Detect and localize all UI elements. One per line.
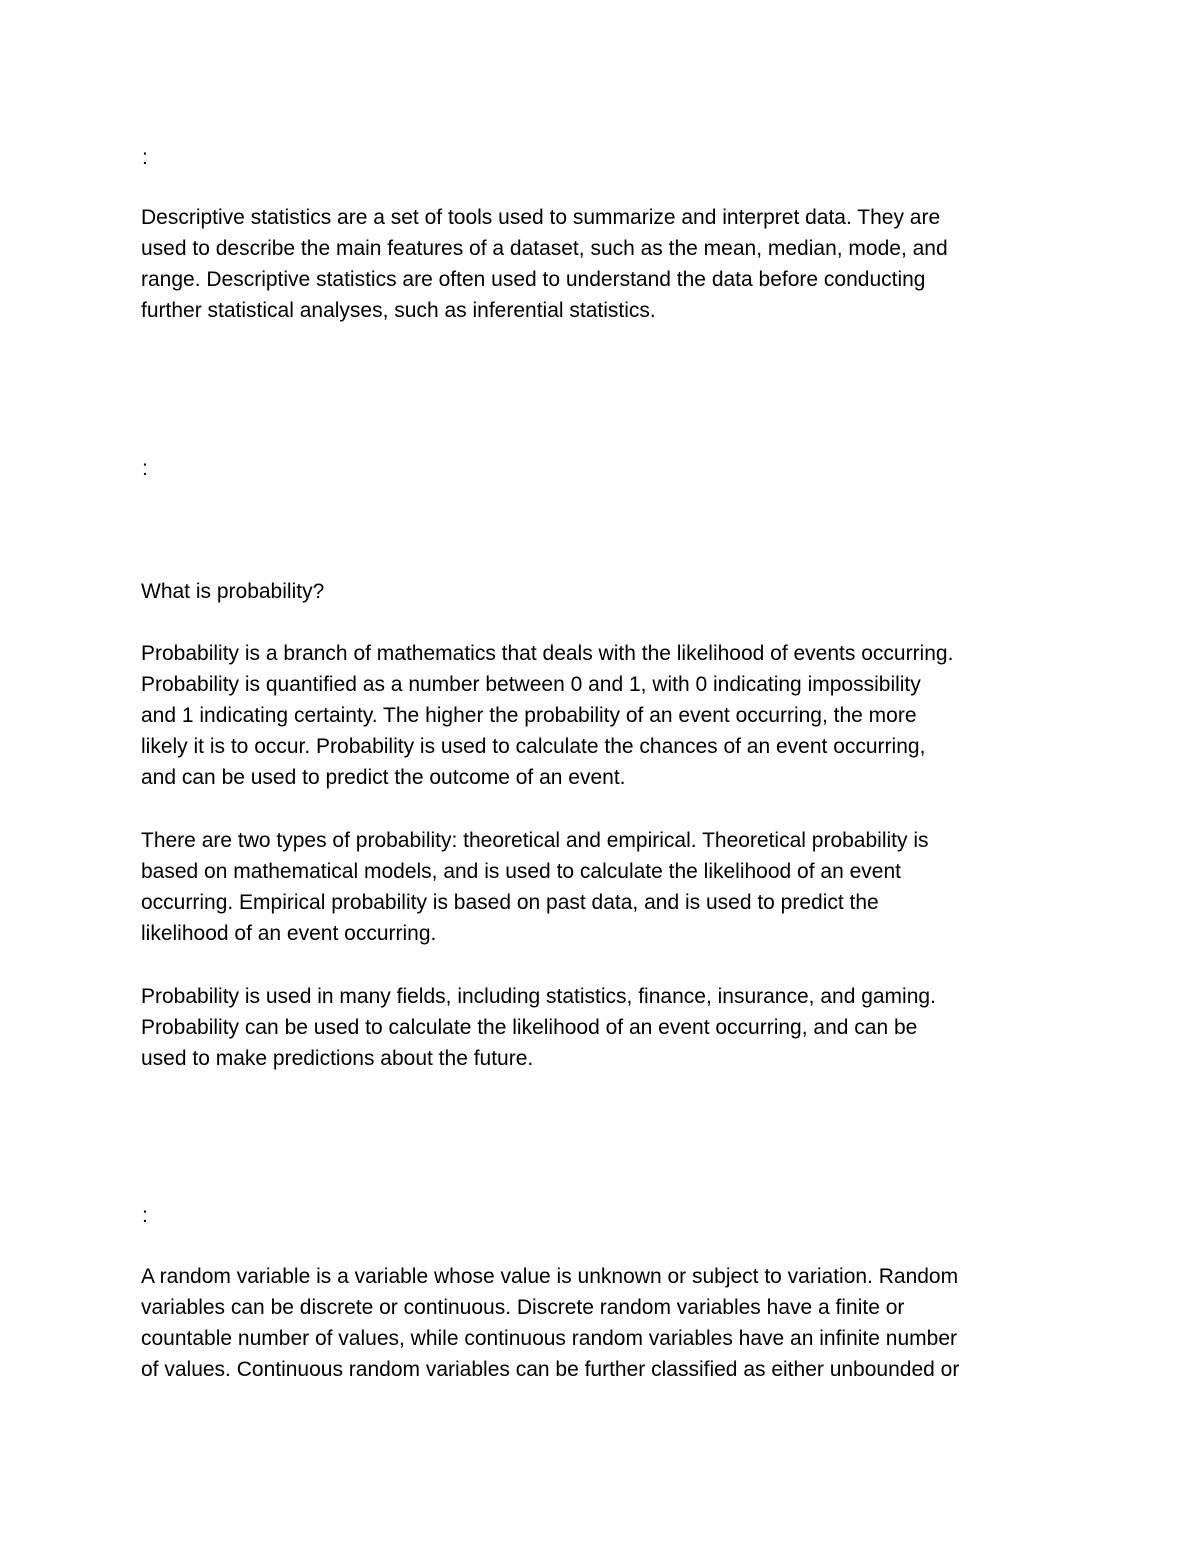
section-marker-3: : bbox=[142, 1204, 148, 1227]
question-heading: What is probability? bbox=[141, 580, 325, 603]
text-line: countable number of values, while continuous random variables have an infinite number bbox=[141, 1327, 957, 1350]
paragraph-probability-intro bbox=[141, 638, 1071, 793]
text-line: Probability is a branch of mathematics that deals with the likelihood of events occurring. bbox=[141, 642, 954, 665]
text-line: further statistical analyses, such as inferential statistics. bbox=[141, 299, 656, 322]
paragraph-probability-uses bbox=[141, 981, 1071, 1074]
text-line: likely it is to occur. Probability is used to calculate the chances of an event occurring, bbox=[141, 735, 926, 758]
text-line: occurring. Empirical probability is based on past data, and is used to predict the bbox=[141, 891, 879, 914]
text-line: used to describe the main features of a dataset, such as the mean, median, mode, and bbox=[141, 237, 948, 260]
text-line: Descriptive statistics are a set of tools used to summarize and interpret data. They are bbox=[141, 206, 941, 229]
section-marker-1: : bbox=[142, 146, 148, 169]
text-line: There are two types of probability: theoretical and empirical. Theoretical probability is bbox=[141, 829, 929, 852]
text-line: range. Descriptive statistics are often used to understand the data before conducting bbox=[141, 268, 926, 291]
text-line: Probability is used in many fields, including statistics, finance, insurance, and gaming. bbox=[141, 985, 936, 1008]
text-line: Probability can be used to calculate the likelihood of an event occurring, and can be bbox=[141, 1016, 918, 1039]
section-marker-2: : bbox=[142, 457, 148, 480]
text-line: used to make predictions about the future. bbox=[141, 1047, 534, 1070]
text-line: based on mathematical models, and is used to calculate the likelihood of an event bbox=[141, 860, 901, 883]
paragraph-random-variable bbox=[141, 1261, 1071, 1385]
text-line: and can be used to predict the outcome of an event. bbox=[141, 766, 626, 789]
text-line: and 1 indicating certainty. The higher the probability of an event occurring, the more bbox=[141, 704, 917, 727]
text-line: Probability is quantified as a number between 0 and 1, with 0 indicating impossibility bbox=[141, 673, 921, 696]
paragraph-descriptive-statistics bbox=[141, 202, 1071, 326]
text-line: likelihood of an event occurring. bbox=[141, 922, 437, 945]
paragraph-probability-types bbox=[141, 825, 1071, 949]
text-line: variables can be discrete or continuous. Discrete random variables have a finite or bbox=[141, 1296, 905, 1319]
text-line: of values. Continuous random variables can be further classified as either unbounded or bbox=[141, 1358, 960, 1381]
text-line: A random variable is a variable whose value is unknown or subject to variation. Random bbox=[141, 1265, 959, 1288]
